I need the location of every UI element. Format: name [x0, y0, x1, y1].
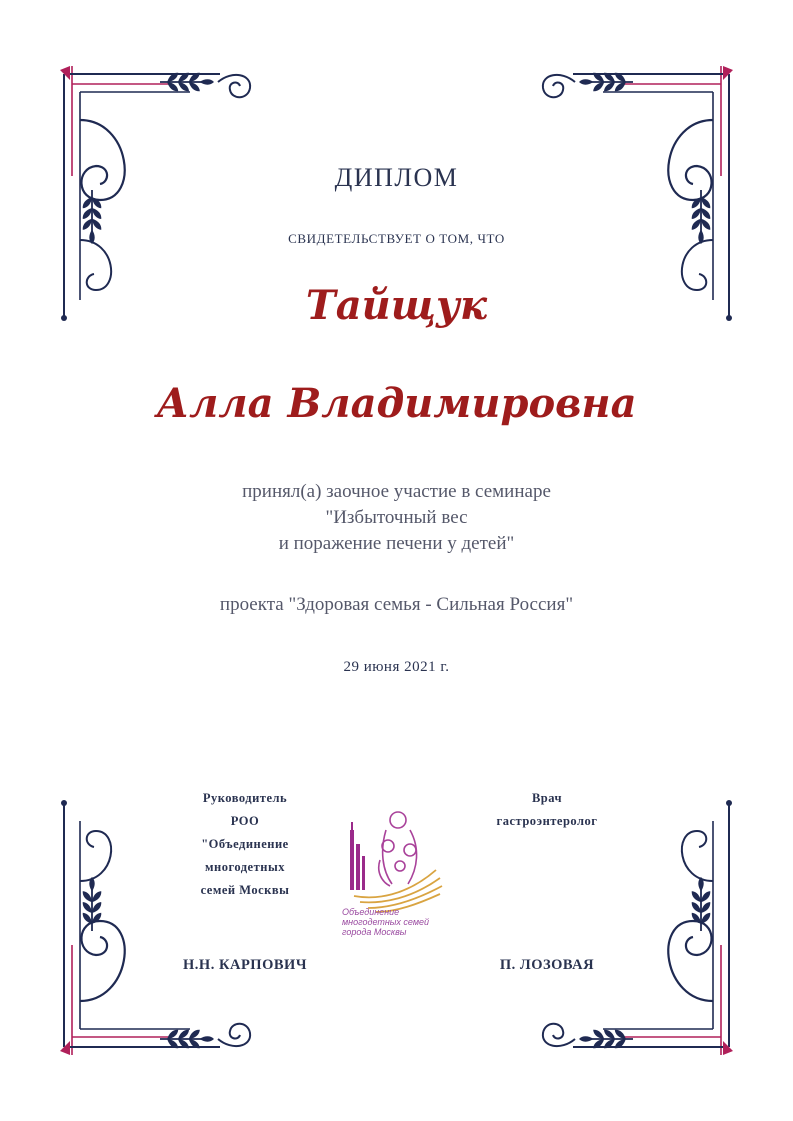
- diploma-date: 29 июня 2021 г.: [343, 659, 450, 675]
- left-signatory-line: РОО: [230, 814, 260, 828]
- logo-caption-line: города Москвы: [342, 927, 407, 937]
- left-signatory-line: семей Москвы: [200, 883, 290, 897]
- diploma-subtitle: СВИДЕТЕЛЬСТВУЕТ О ТОМ, ЧТО: [288, 231, 505, 246]
- recipient-surname: Тайщук: [305, 282, 488, 329]
- participation-line: принял(а) заочное участие в семинаре: [242, 481, 551, 502]
- left-signatory-line: многодетных: [205, 860, 285, 874]
- right-signatory-name: П. ЛОЗОВАЯ: [499, 957, 595, 973]
- left-signatory-line: "Объединение: [201, 837, 289, 851]
- logo-caption: [342, 907, 454, 937]
- seminar-title-line-1: "Избыточный вес: [325, 507, 468, 528]
- project-line: проекта "Здоровая семья - Сильная Россия": [219, 594, 574, 615]
- right-signatory-line: Врач: [531, 791, 563, 805]
- left-signatory-name: Н.Н. КАРПОВИЧ: [183, 957, 307, 973]
- city-skyline-icon: [350, 822, 365, 890]
- seminar-title-line-2: и поражение печени у детей": [278, 533, 515, 554]
- family-figures-icon: [379, 812, 417, 886]
- wing-icon: [354, 870, 442, 912]
- right-signatory-title: [462, 787, 632, 833]
- left-signatory-title: [160, 787, 330, 902]
- recipient-given-names: Алла Владимировна: [156, 380, 637, 427]
- logo-caption-line: многодетных семей: [342, 917, 430, 927]
- left-signatory-line: Руководитель: [202, 791, 288, 805]
- diploma-title: ДИПЛОМ: [334, 163, 459, 192]
- right-signatory-line: гастроэнтеролог: [496, 814, 598, 828]
- logo-caption-line: Объединение: [342, 907, 400, 917]
